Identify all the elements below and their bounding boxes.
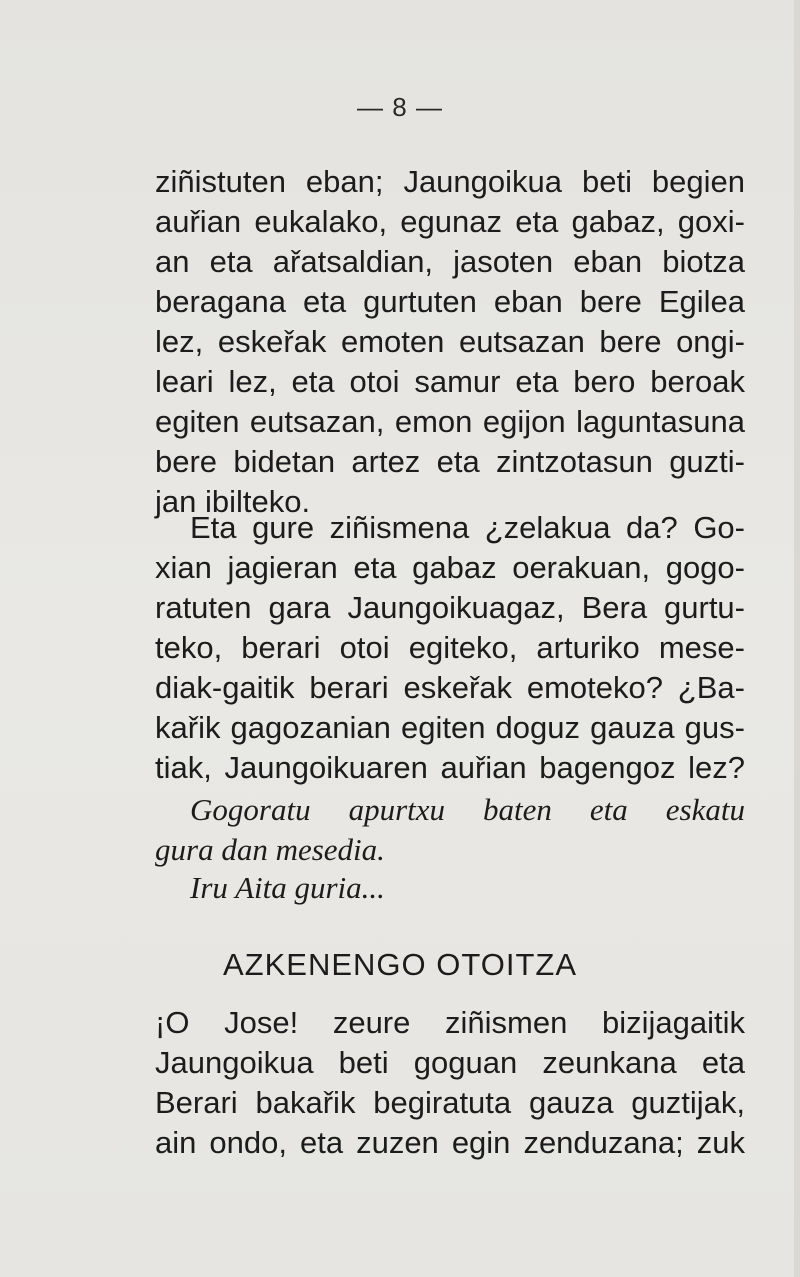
text-line: ratuten gara Jaungoikuagaz, Bera gurtu- — [155, 590, 745, 625]
text-line: egiten eutsazan, emon egijon laguntasuna — [155, 404, 745, 439]
text-line: bere bidetan artez eta zintzotasun guzti- — [155, 444, 745, 479]
text-line: ain ondo, eta zuzen egin zenduzana; zuk — [155, 1125, 745, 1160]
final-paragraph — [155, 1003, 745, 1163]
text-line: auřian eukalako, egunaz eta gabaz, goxi- — [155, 204, 745, 239]
text-line: kařik gagozanian egiten doguz gauza gus- — [155, 710, 745, 745]
page-number: — 8 — — [357, 92, 443, 122]
text-line: Iru Aita guria... — [190, 870, 385, 905]
text-line: diak-gaitik berari eskeřak emoteko? ¿Ba- — [155, 670, 745, 705]
text-line: xian jagieran eta gabaz oerakuan, gogo- — [155, 550, 745, 585]
text-line: ¡O Jose! zeure ziñismen bizijagaitik — [155, 1005, 745, 1040]
text-line: jan ibilteko. — [155, 484, 311, 519]
text-line: leari lez, eta otoi samur eta bero beroak — [155, 364, 745, 399]
text-line: tiak, Jaungoikuaren auřian bagengoz lez? — [155, 750, 745, 785]
text-line: Berari bakařik begiratuta gauza guztijak, — [155, 1085, 745, 1120]
paragraph-1 — [155, 162, 745, 522]
text-line: Gogoratu apurtxu baten eta eskatu — [190, 792, 745, 827]
text-line: beragana eta gurtuten eban bere Egilea — [155, 284, 745, 319]
section-heading: AZKENENGO OTOITZA — [222, 947, 578, 982]
paragraph-4-italic — [155, 868, 745, 908]
text-line: Eta gure ziñismena ¿zelakua da? Go- — [190, 510, 745, 545]
paragraph-3-italic — [155, 790, 745, 870]
text-line: teko, berari otoi egiteko, arturiko mese- — [155, 630, 745, 665]
text-line: gura dan mesedia. — [155, 832, 385, 867]
text-line: lez, eskeřak emoten eutsazan bere ongi- — [155, 324, 745, 359]
text-line: an eta ařatsaldian, jasoten eban biotza — [155, 244, 745, 279]
text-line: Jaungoikua beti goguan zeunkana eta — [155, 1045, 745, 1080]
paragraph-2 — [155, 508, 745, 788]
text-line: ziñistuten eban; Jaungoikua beti begien — [155, 164, 745, 199]
